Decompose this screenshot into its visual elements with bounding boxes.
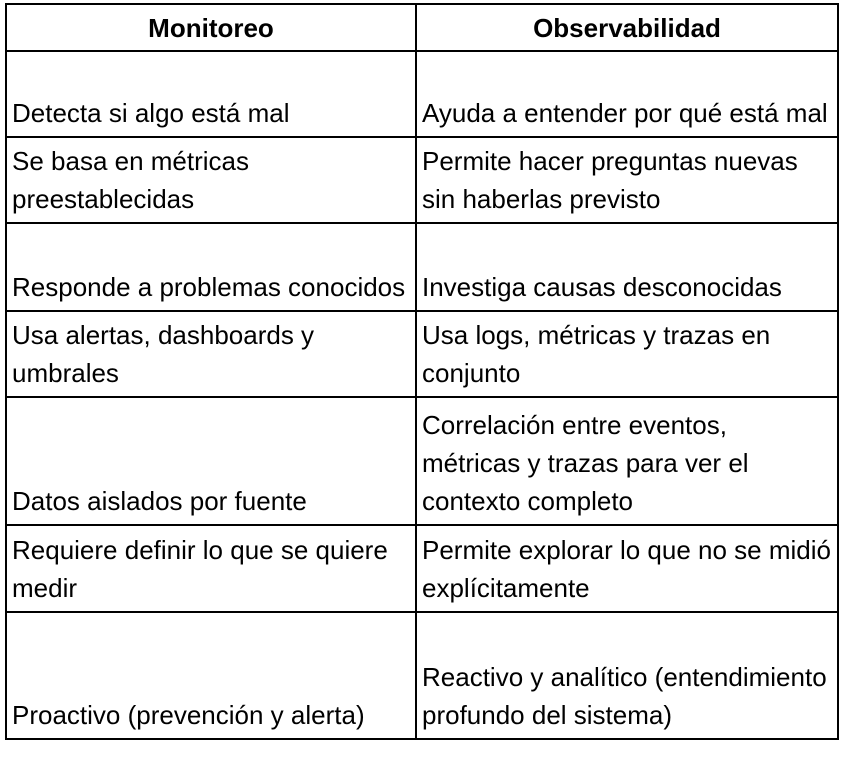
header-row xyxy=(6,4,838,51)
cell-monitoreo: Responde a problemas conocidos xyxy=(6,223,416,311)
table-row xyxy=(6,311,838,397)
table-row xyxy=(6,137,838,223)
table-row xyxy=(6,525,838,612)
cell-monitoreo: Detecta si algo está mal xyxy=(6,51,416,137)
cell-monitoreo: Requiere definir lo que se quiere medir xyxy=(6,525,416,612)
cell-monitoreo: Datos aislados por fuente xyxy=(6,397,416,525)
cell-monitoreo: Proactivo (prevención y alerta) xyxy=(6,612,416,739)
cell-observabilidad: Usa logs, métricas y trazas en conjunto xyxy=(416,311,838,397)
cell-observabilidad: Reactivo y analítico (entendimiento profundo del sistema) xyxy=(416,612,838,739)
table-row xyxy=(6,612,838,739)
cell-monitoreo: Usa alertas, dashboards y umbrales xyxy=(6,311,416,397)
comparison-table xyxy=(5,3,839,740)
header-monitoreo: Monitoreo xyxy=(6,4,416,51)
cell-observabilidad: Permite explorar lo que no se midió explícitamente xyxy=(416,525,838,612)
cell-observabilidad: Ayuda a entender por qué está mal xyxy=(416,51,838,137)
header-observabilidad: Observabilidad xyxy=(416,4,838,51)
cell-observabilidad: Investiga causas desconocidas xyxy=(416,223,838,311)
cell-observabilidad: Correlación entre eventos, métricas y trazas para ver el contexto completo xyxy=(416,397,838,525)
table-row xyxy=(6,397,838,525)
cell-monitoreo: Se basa en métricas preestablecidas xyxy=(6,137,416,223)
cell-observabilidad: Permite hacer preguntas nuevas sin haberlas previsto xyxy=(416,137,838,223)
table-row xyxy=(6,51,838,137)
table-row xyxy=(6,223,838,311)
